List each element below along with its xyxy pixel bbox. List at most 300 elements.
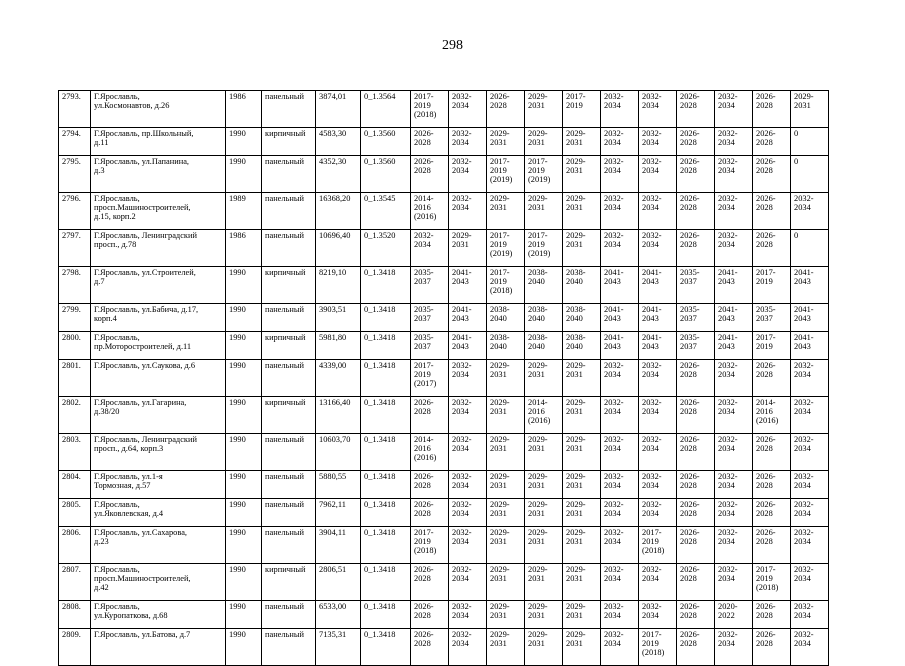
period-line: 2034 (642, 611, 659, 621)
address-line: Г.Ярославль, ул.Папанина, (94, 157, 190, 166)
address-line: Г.Ярославль, ул.Строителей, (94, 268, 196, 277)
period-8-cell (677, 397, 715, 434)
period-line: 2032- (794, 565, 814, 574)
period-1-cell (411, 230, 449, 267)
period-10-cell (753, 193, 791, 230)
period-line: 2034 (794, 509, 811, 519)
period-8-cell (677, 360, 715, 397)
table-row (59, 91, 829, 128)
address-line: д.15, корп.2 (94, 212, 136, 222)
period-line: 2041- (642, 305, 662, 314)
period-line: 2029- (490, 361, 510, 370)
period-line: 2032- (604, 129, 624, 138)
address-line: д.23 (94, 537, 109, 547)
period-line: 2032- (794, 361, 814, 370)
period-line: 2034 (642, 444, 659, 454)
period-line: (2018) (642, 546, 665, 556)
period-line: 2034 (642, 240, 659, 250)
index-code: 0_1.3418 (361, 434, 411, 471)
period-2-cell (449, 434, 487, 471)
period-2-cell (449, 267, 487, 304)
period-3-cell (487, 434, 525, 471)
period-line: 2028 (680, 138, 697, 148)
period-6-cell (601, 128, 639, 156)
table-row (59, 499, 829, 527)
period-line: 2034 (604, 639, 621, 649)
period-line: 2028 (490, 101, 507, 111)
period-line: 2017- (490, 268, 510, 277)
period-line: 2032- (718, 500, 738, 509)
wall-material: кирпичный (262, 332, 316, 360)
period-line: 2014- (414, 194, 434, 203)
period-line: 2032- (452, 129, 472, 138)
period-line: 2028 (680, 407, 697, 417)
period-line: 2032- (604, 565, 624, 574)
period-4-cell (525, 230, 563, 267)
period-line: 2028 (680, 537, 697, 547)
period-line: 2026- (756, 435, 776, 444)
period-line: 2037 (756, 314, 773, 324)
period-line: 2034 (718, 574, 735, 584)
period-line: 2026- (756, 157, 776, 166)
period-line: 2043 (794, 277, 811, 287)
period-line: 2034 (718, 509, 735, 519)
period-line: 2028 (414, 639, 431, 649)
period-8-cell (677, 156, 715, 193)
period-4-cell (525, 360, 563, 397)
period-line: 2032- (718, 194, 738, 203)
period-8-cell (677, 267, 715, 304)
period-1-cell (411, 360, 449, 397)
period-6-cell (601, 304, 639, 332)
total-area: 4339,00 (316, 360, 361, 397)
period-line: 2019 (528, 166, 545, 176)
period-4-cell (525, 499, 563, 527)
period-line: 2032- (452, 528, 472, 537)
build-year: 1990 (226, 332, 262, 360)
period-8-cell (677, 332, 715, 360)
period-line: 2041- (452, 268, 472, 277)
period-line: 2031 (528, 639, 545, 649)
period-line: 2031 (490, 138, 507, 148)
period-11-cell (791, 397, 829, 434)
period-line: 2019 (566, 101, 583, 111)
period-line: 2034 (604, 611, 621, 621)
period-10-cell (753, 267, 791, 304)
period-line: 2026- (680, 528, 700, 537)
period-3-cell (487, 397, 525, 434)
period-line: 2032- (452, 398, 472, 407)
period-1-cell (411, 471, 449, 499)
period-8-cell (677, 629, 715, 666)
period-10-cell (753, 156, 791, 193)
period-10-cell (753, 434, 791, 471)
row-number: 2795. (59, 156, 91, 193)
period-line: 2034 (452, 509, 469, 519)
address-line: Г.Ярославль, (94, 565, 140, 574)
period-line: 2035- (756, 305, 776, 314)
period-line: 2014- (756, 398, 776, 407)
period-line: (2018) (756, 583, 779, 593)
period-line: 2043 (452, 277, 469, 287)
period-line: 2043 (642, 342, 659, 352)
wall-material: панельный (262, 230, 316, 267)
period-line: 2031 (528, 537, 545, 547)
period-line: 2035- (414, 333, 434, 342)
period-line: 2035- (680, 305, 700, 314)
period-line: 2026- (680, 157, 700, 166)
period-line: 2029- (528, 528, 548, 537)
row-number: 2806. (59, 527, 91, 564)
period-line: 2032- (642, 500, 662, 509)
period-line: 2034 (452, 138, 469, 148)
index-code: 0_1.3560 (361, 128, 411, 156)
period-6-cell (601, 564, 639, 601)
period-line: 2028 (680, 639, 697, 649)
address-line: Г.Ярославль, ул.1-я (94, 472, 163, 481)
period-line: 2032- (604, 500, 624, 509)
build-year: 1990 (226, 267, 262, 304)
period-2-cell (449, 193, 487, 230)
period-1-cell (411, 601, 449, 629)
period-11-cell (791, 360, 829, 397)
build-year: 1990 (226, 629, 262, 666)
period-3-cell (487, 128, 525, 156)
period-line: 2034 (642, 509, 659, 519)
period-line: 2017- (528, 231, 548, 240)
period-9-cell (715, 128, 753, 156)
wall-material: панельный (262, 527, 316, 564)
table-row (59, 360, 829, 397)
period-7-cell (639, 434, 677, 471)
period-11-cell (791, 629, 829, 666)
address-line: Г.Ярославль, пр.Школьный, (94, 129, 194, 138)
period-9-cell (715, 267, 753, 304)
period-11-cell (791, 193, 829, 230)
period-11-cell (791, 91, 829, 128)
period-line: 2031 (528, 101, 545, 111)
period-4-cell (525, 304, 563, 332)
index-code: 0_1.3520 (361, 230, 411, 267)
period-2-cell (449, 601, 487, 629)
address-line: д.7 (94, 277, 105, 287)
address-line: д.11 (94, 138, 109, 148)
period-11-cell (791, 601, 829, 629)
period-2-cell (449, 128, 487, 156)
period-4-cell (525, 527, 563, 564)
total-area: 3904,11 (316, 527, 361, 564)
period-line: (2016) (528, 416, 551, 426)
period-line: 2026- (490, 92, 510, 101)
period-line: 2019 (642, 639, 659, 649)
total-area: 3874,01 (316, 91, 361, 128)
period-3-cell (487, 564, 525, 601)
row-number: 2796. (59, 193, 91, 230)
period-line: 2031 (490, 407, 507, 417)
address-line: ул.Космонавтов, д.26 (94, 101, 170, 111)
period-line: 2034 (604, 509, 621, 519)
period-3-cell (487, 304, 525, 332)
period-line: 2029- (566, 194, 586, 203)
address-cell (91, 499, 226, 527)
wall-material: панельный (262, 304, 316, 332)
period-line: 2034 (794, 203, 811, 213)
period-line: 2032- (604, 157, 624, 166)
period-line: 2029- (490, 472, 510, 481)
period-6-cell (601, 360, 639, 397)
period-line: 2031 (528, 611, 545, 621)
period-8-cell (677, 91, 715, 128)
period-1-cell (411, 304, 449, 332)
period-line: 2034 (452, 166, 469, 176)
period-line: 2034 (794, 537, 811, 547)
period-line: 2034 (794, 639, 811, 649)
table-row (59, 601, 829, 629)
period-line: 2040 (490, 342, 507, 352)
period-line: 2034 (452, 407, 469, 417)
period-line: 2028 (756, 240, 773, 250)
period-line: 2032- (794, 602, 814, 611)
address-line: Г.Ярославль, ул.Бабича, д.17, (94, 305, 199, 314)
row-number: 2804. (59, 471, 91, 499)
index-code: 0_1.3418 (361, 527, 411, 564)
wall-material: кирпичный (262, 128, 316, 156)
period-6-cell (601, 601, 639, 629)
period-line: 2031 (452, 240, 469, 250)
period-line: 2041- (718, 305, 738, 314)
period-line: 2026- (756, 361, 776, 370)
period-5-cell (563, 304, 601, 332)
period-line: 2032- (718, 361, 738, 370)
period-7-cell (639, 128, 677, 156)
period-8-cell (677, 564, 715, 601)
period-7-cell (639, 397, 677, 434)
period-1-cell (411, 527, 449, 564)
period-line: 2017- (756, 565, 776, 574)
period-line: 2034 (604, 537, 621, 547)
period-line: 2031 (566, 240, 583, 250)
period-6-cell (601, 193, 639, 230)
period-line: 2029- (490, 630, 510, 639)
period-line: 2028 (680, 240, 697, 250)
period-3-cell (487, 156, 525, 193)
period-10-cell (753, 304, 791, 332)
period-line: 2028 (756, 444, 773, 454)
period-line: 2031 (566, 407, 583, 417)
period-line: 2026- (414, 472, 434, 481)
period-line: 2028 (756, 611, 773, 621)
period-9-cell (715, 601, 753, 629)
table-row (59, 434, 829, 471)
period-line: 2032- (718, 472, 738, 481)
period-line: 2032- (452, 602, 472, 611)
build-year: 1990 (226, 601, 262, 629)
row-number: 2807. (59, 564, 91, 601)
period-line: 2034 (452, 203, 469, 213)
period-line: 2041- (718, 333, 738, 342)
address-line: Г.Ярославль, (94, 194, 140, 203)
period-7-cell (639, 601, 677, 629)
period-line: 2019 (528, 240, 545, 250)
index-code: 0_1.3418 (361, 564, 411, 601)
period-line: 2032- (642, 92, 662, 101)
period-line: 2034 (452, 101, 469, 111)
period-line: 2028 (756, 166, 773, 176)
period-line: 2028 (414, 138, 431, 148)
build-year: 1990 (226, 471, 262, 499)
period-line: 2016 (414, 203, 431, 213)
address-cell (91, 360, 226, 397)
period-9-cell (715, 499, 753, 527)
period-line: 2034 (794, 370, 811, 380)
period-11-cell (791, 332, 829, 360)
period-10-cell (753, 499, 791, 527)
period-line: 2040 (566, 342, 583, 352)
period-line: 2019 (756, 342, 773, 352)
period-3-cell (487, 267, 525, 304)
row-number: 2799. (59, 304, 91, 332)
period-3-cell (487, 629, 525, 666)
period-10-cell (753, 527, 791, 564)
period-line: 2034 (718, 166, 735, 176)
period-line: 2031 (566, 370, 583, 380)
period-8-cell (677, 527, 715, 564)
period-line: 2032- (452, 500, 472, 509)
period-line: 2040 (528, 314, 545, 324)
period-line: 2034 (794, 611, 811, 621)
period-line: 2034 (604, 444, 621, 454)
address-line: просп.Машиностроителей, (94, 203, 191, 213)
period-line: 2041- (604, 305, 624, 314)
period-line: 2026- (414, 500, 434, 509)
period-line: 2031 (566, 444, 583, 454)
address-line: Г.Ярославль, ул.Саукова, д.6 (94, 361, 196, 370)
period-line: 2029- (566, 435, 586, 444)
period-line: 2028 (680, 101, 697, 111)
period-10-cell (753, 471, 791, 499)
period-line: (2017) (414, 379, 437, 389)
period-line: 2032- (452, 194, 472, 203)
period-line: 2029- (566, 398, 586, 407)
period-line: 2031 (566, 203, 583, 213)
period-6-cell (601, 397, 639, 434)
row-number: 2803. (59, 434, 91, 471)
address-line: просп., д.78 (94, 240, 137, 250)
period-3-cell (487, 193, 525, 230)
build-year: 1990 (226, 397, 262, 434)
period-line: 2014- (528, 398, 548, 407)
address-cell (91, 471, 226, 499)
period-line: 2029- (490, 398, 510, 407)
table-row (59, 267, 829, 304)
period-line: 2029- (566, 472, 586, 481)
period-1-cell (411, 156, 449, 193)
period-line: 2029- (528, 500, 548, 509)
period-line: (2019) (490, 249, 513, 259)
period-11-cell (791, 156, 829, 193)
period-line: (2019) (490, 175, 513, 185)
period-line: 2019 (756, 574, 773, 584)
period-line: 2019 (414, 370, 431, 380)
period-5-cell (563, 434, 601, 471)
address-line: д.42 (94, 583, 109, 593)
total-area: 7962,11 (316, 499, 361, 527)
period-line: 2031 (490, 639, 507, 649)
address-cell (91, 397, 226, 434)
address-line: просп., д.64, корп.3 (94, 444, 164, 454)
period-6-cell (601, 471, 639, 499)
build-year: 1989 (226, 193, 262, 230)
period-line: 2038- (528, 305, 548, 314)
period-line: 2029- (566, 129, 586, 138)
period-line: 2032- (718, 157, 738, 166)
period-line: 2026- (680, 602, 700, 611)
period-6-cell (601, 267, 639, 304)
period-line: 2017- (642, 630, 662, 639)
period-line: 2032- (794, 528, 814, 537)
period-11-cell (791, 434, 829, 471)
period-11-cell (791, 267, 829, 304)
period-line: 2017- (490, 231, 510, 240)
period-line: 2034 (604, 574, 621, 584)
period-5-cell (563, 332, 601, 360)
period-line: 2043 (642, 314, 659, 324)
period-line: 2034 (718, 101, 735, 111)
period-line: 2031 (566, 611, 583, 621)
period-line: 2034 (642, 101, 659, 111)
build-year: 1990 (226, 527, 262, 564)
wall-material: кирпичный (262, 267, 316, 304)
period-10-cell (753, 564, 791, 601)
period-line: 2029- (566, 528, 586, 537)
index-code: 0_1.3418 (361, 332, 411, 360)
period-line: 2028 (414, 407, 431, 417)
address-line: ул.Куропаткова, д.68 (94, 611, 168, 621)
period-11-cell (791, 527, 829, 564)
period-line: 2026- (756, 500, 776, 509)
wall-material: кирпичный (262, 564, 316, 601)
total-area: 5981,80 (316, 332, 361, 360)
period-line: 2028 (756, 481, 773, 491)
period-line: 2037 (680, 277, 697, 287)
period-line: 2031 (528, 481, 545, 491)
period-line: 2034 (718, 138, 735, 148)
period-line: 2029- (794, 92, 814, 101)
period-8-cell (677, 193, 715, 230)
build-year: 1986 (226, 91, 262, 128)
period-1-cell (411, 332, 449, 360)
index-code: 0_1.3418 (361, 360, 411, 397)
period-line: 2040 (566, 277, 583, 287)
period-line: 2019 (490, 166, 507, 176)
period-line: 2028 (680, 574, 697, 584)
address-line: пр.Моторостроителей, д.11 (94, 342, 192, 352)
period-line: 2032- (604, 602, 624, 611)
period-line: 2032- (452, 92, 472, 101)
period-4-cell (525, 397, 563, 434)
period-line: 2026- (680, 472, 700, 481)
period-line: 2032- (642, 361, 662, 370)
period-line: 2026- (680, 398, 700, 407)
period-line: 2017- (414, 92, 434, 101)
period-line: 2032- (604, 398, 624, 407)
period-9-cell (715, 332, 753, 360)
period-7-cell (639, 499, 677, 527)
period-2-cell (449, 564, 487, 601)
period-line: 2032- (604, 630, 624, 639)
address-line: Г.Ярославль, (94, 333, 140, 342)
address-cell (91, 91, 226, 128)
